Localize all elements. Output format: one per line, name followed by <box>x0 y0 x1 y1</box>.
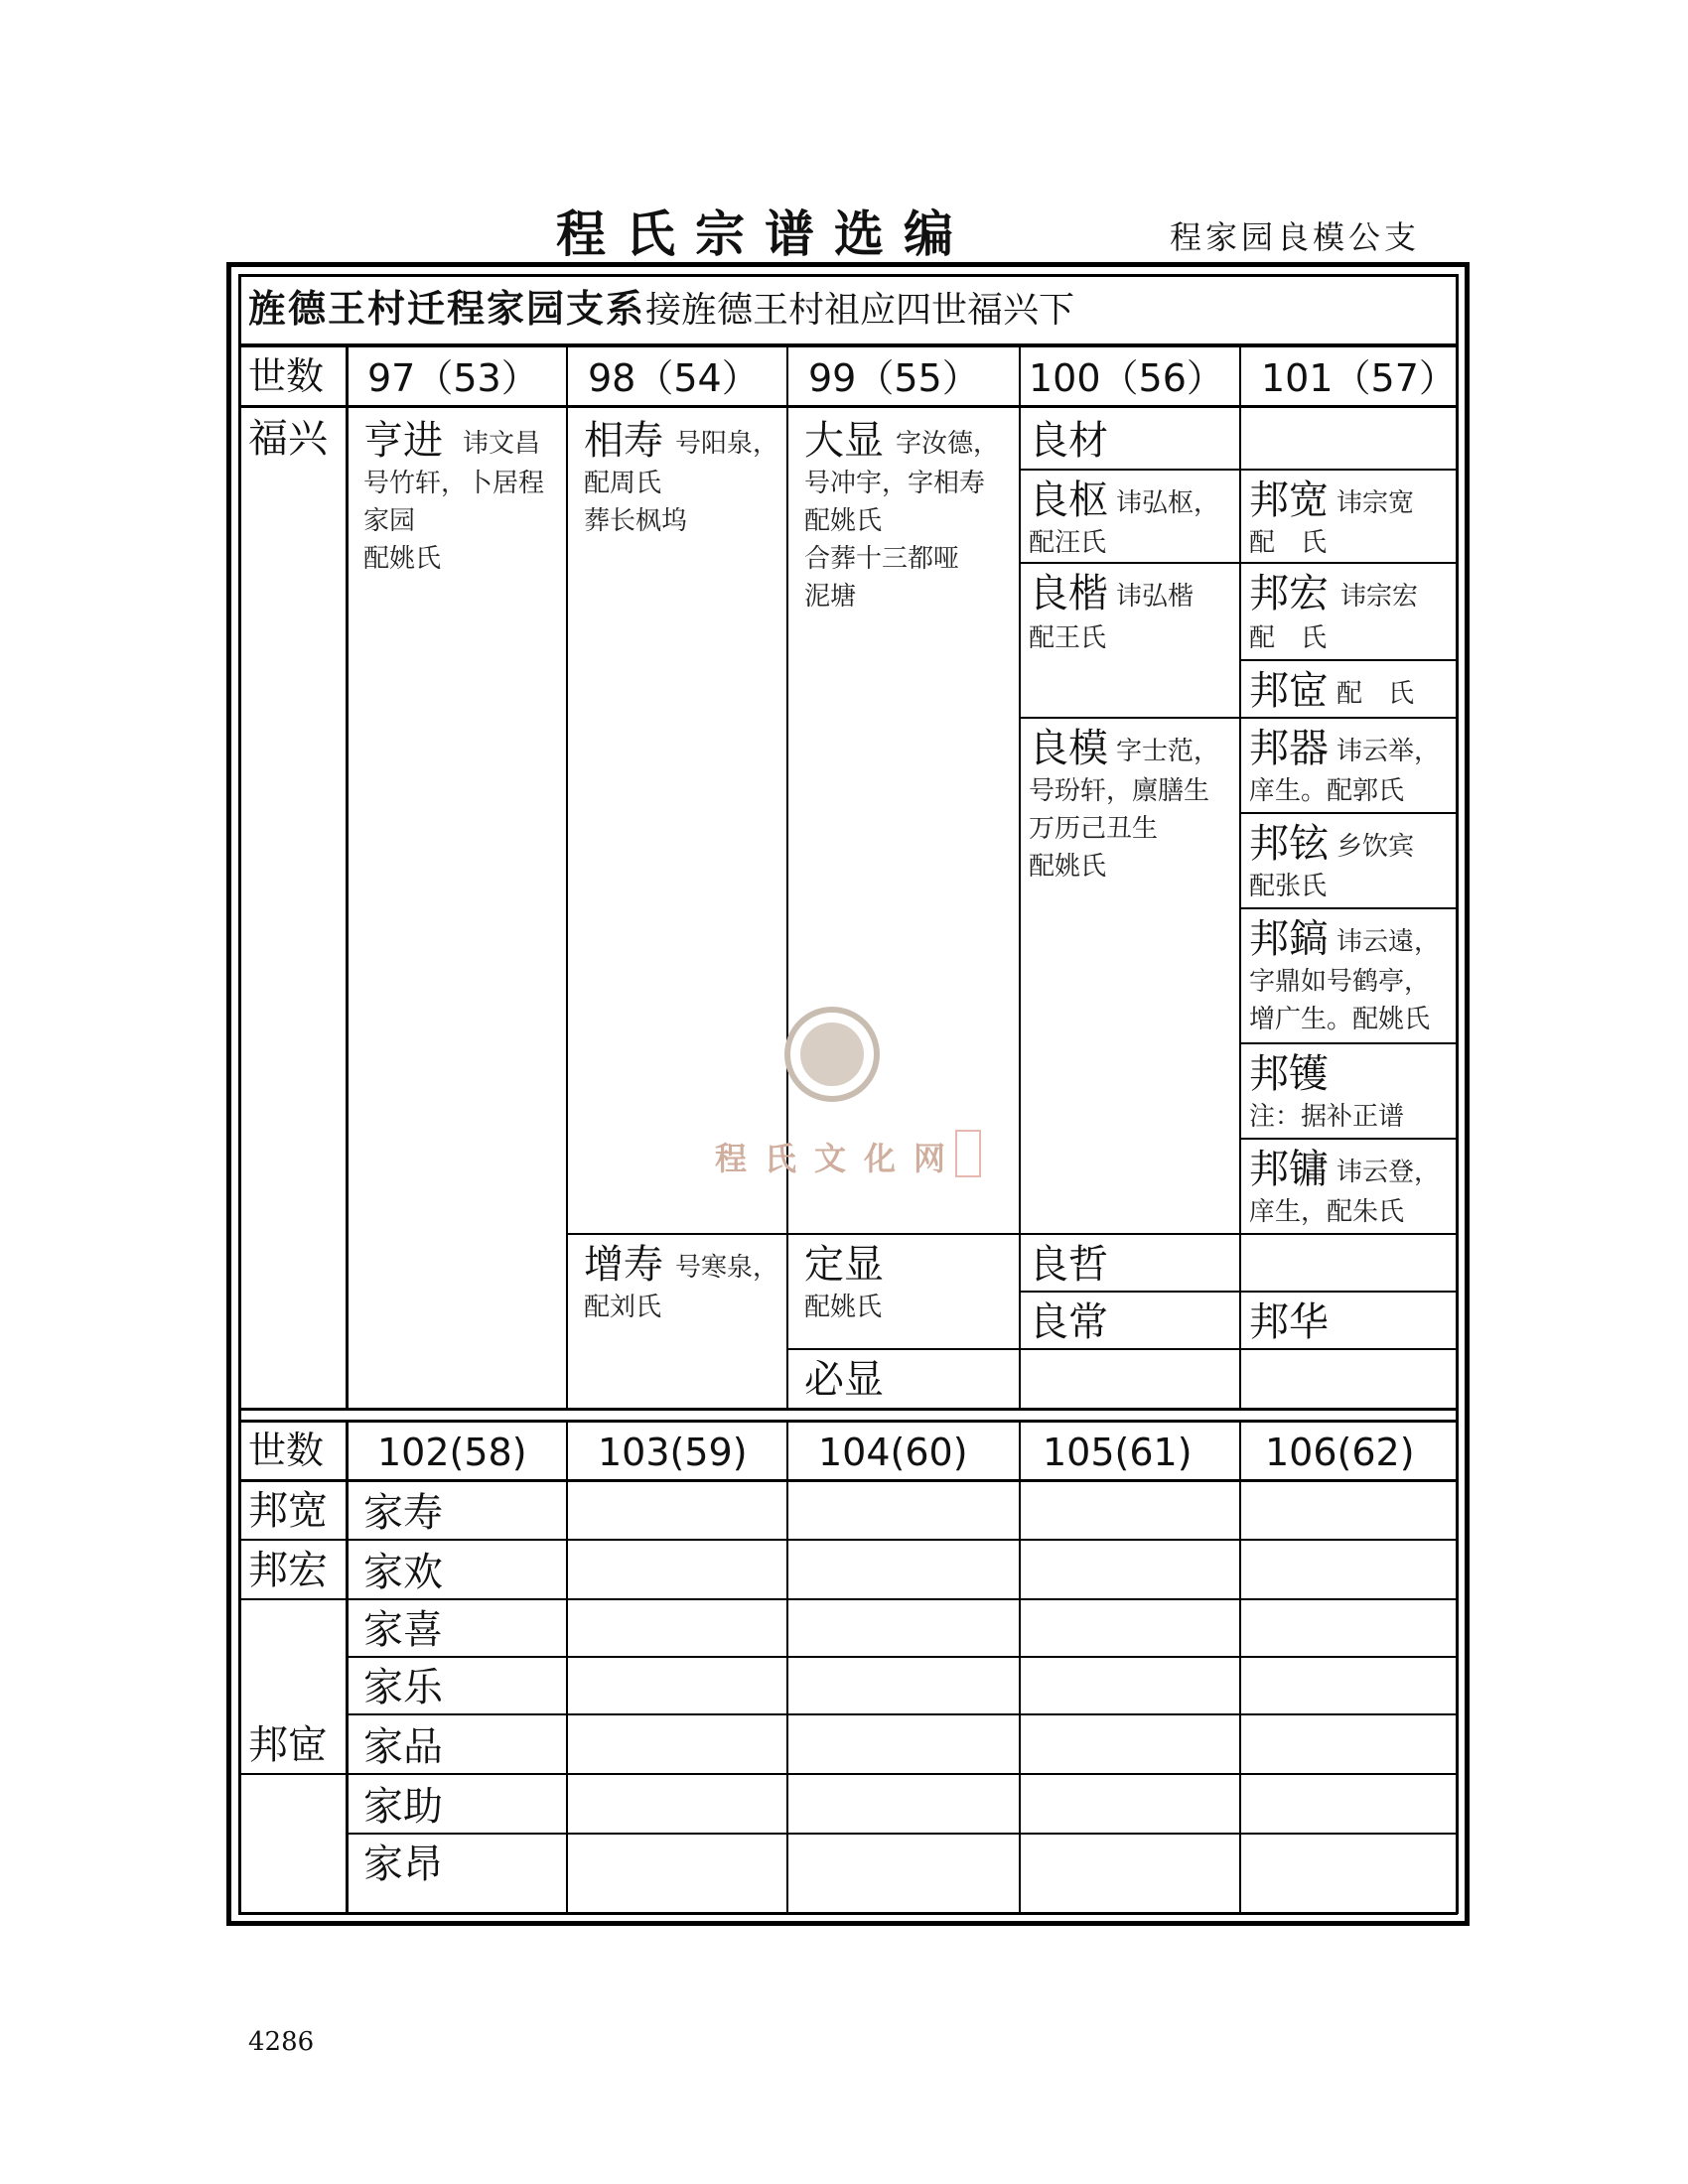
person-name: 良哲 <box>1029 1242 1108 1288</box>
person-note: 家园 <box>363 506 416 536</box>
person-name: 邦镬 <box>1249 1051 1329 1097</box>
divider <box>786 1420 788 1914</box>
divider <box>1239 812 1458 814</box>
person-name: 邦宽 <box>1249 478 1329 523</box>
divider <box>238 1479 1458 1482</box>
gen-header: 101（57） <box>1261 356 1457 400</box>
person-name: 定显 <box>804 1242 884 1288</box>
person-note: 葬长枫坞 <box>584 506 688 536</box>
person-note: 配王氏 <box>1029 623 1107 653</box>
person-name: 良材 <box>1029 418 1108 464</box>
person-note: 泥塘 <box>804 582 857 612</box>
child-name: 家品 <box>363 1724 443 1770</box>
person-note: 配姚氏 <box>804 1293 883 1322</box>
person-name: 邦宏 <box>1249 571 1329 616</box>
gen-header: 100（56） <box>1029 356 1224 400</box>
divider <box>1019 717 1458 719</box>
divider <box>1239 1138 1458 1140</box>
person-name: 良枢 <box>1029 478 1108 523</box>
person-note: 讳云遠， <box>1336 927 1441 957</box>
divider <box>1019 343 1021 1410</box>
divider <box>1239 659 1458 661</box>
divider <box>238 1539 1458 1541</box>
divider <box>238 343 1458 347</box>
person-name: 邦铉 <box>1249 821 1329 867</box>
gen-header: 99（55） <box>808 356 980 400</box>
person-note: 配姚氏 <box>363 544 442 574</box>
person-note: 号冲宇，字相寿 <box>804 469 986 498</box>
person-name: 必显 <box>804 1357 884 1403</box>
divider <box>1019 1420 1021 1914</box>
person-note: 配张氏 <box>1249 872 1328 901</box>
divider <box>238 274 1458 277</box>
divider <box>346 1833 1458 1835</box>
divider <box>1019 1291 1458 1293</box>
gen-header: 104(60) <box>818 1431 968 1474</box>
person-note: 号寒泉， <box>675 1253 779 1283</box>
person-note: 庠生，配朱氏 <box>1249 1197 1405 1227</box>
section-title-bold: 旌德王村迁程家园支系 <box>248 286 646 331</box>
person-name: 邦宧 <box>1249 668 1329 714</box>
person-note: 增广生。配姚氏 <box>1249 1005 1431 1034</box>
divider <box>1239 1420 1241 1914</box>
person-note: 讳云举， <box>1336 737 1441 766</box>
person-note: 配 氏 <box>1336 679 1415 709</box>
person-note: 字汝德， <box>896 429 1000 459</box>
person-name: 邦镛 <box>1249 1147 1329 1192</box>
divider <box>346 1420 349 1914</box>
divider <box>786 1348 1458 1350</box>
divider <box>238 405 1458 408</box>
watermark-text: 程氏文化网 <box>715 1140 964 1177</box>
person-note: 合葬十三都哑 <box>804 544 960 574</box>
person-note: 讳弘楷 <box>1116 582 1195 612</box>
divider <box>1019 469 1458 471</box>
child-name: 家助 <box>363 1784 443 1830</box>
person-note: 讳云登， <box>1336 1158 1441 1187</box>
divider <box>238 1773 1458 1775</box>
gen-header: 97（53） <box>367 356 539 400</box>
divider <box>786 343 788 1410</box>
child-name: 家乐 <box>363 1665 443 1710</box>
person-note: 乡饮宾 <box>1336 832 1415 862</box>
divider <box>1456 274 1459 1914</box>
person-note: 号阳泉， <box>675 429 779 459</box>
gen-label: 世数 <box>248 354 325 398</box>
branch-title: 程家园良模公支 <box>1170 218 1421 256</box>
person-note: 号玢轩，廪膳生 <box>1029 776 1210 806</box>
person-name: 邦鎬 <box>1249 916 1329 962</box>
person-note: 配姚氏 <box>804 506 883 536</box>
person-note: 字士范， <box>1116 737 1220 766</box>
person-name: 邦器 <box>1249 726 1329 771</box>
person-name: 相寿 <box>584 418 663 464</box>
person-note: 配姚氏 <box>1029 852 1107 882</box>
person-note: 配刘氏 <box>584 1293 662 1322</box>
person-name: 良常 <box>1029 1299 1108 1345</box>
child-name: 家昂 <box>363 1842 443 1887</box>
divider <box>1239 1042 1458 1044</box>
child-name: 家欢 <box>363 1550 443 1595</box>
person-note: 万历己丑生 <box>1029 814 1159 844</box>
divider <box>238 1598 1458 1600</box>
gen-label: 世数 <box>248 1429 325 1472</box>
watermark-stamp <box>955 1130 981 1177</box>
person-note: 注：据补正谱 <box>1249 1102 1405 1132</box>
person-note: 讳宗宽 <box>1336 488 1415 518</box>
person-note: 配 氏 <box>1249 623 1328 653</box>
person-name: 大显 <box>804 418 884 464</box>
person-note: 号竹轩，卜居程 <box>363 469 545 498</box>
person-note: 字鼎如号鹤亭， <box>1249 967 1431 997</box>
person-note: 讳弘枢， <box>1116 488 1220 518</box>
section-title <box>248 286 1075 331</box>
divider <box>566 343 568 1410</box>
seal-inner <box>800 1023 864 1086</box>
divider <box>566 1233 1458 1235</box>
page-number: 4286 <box>248 2027 315 2057</box>
person-note: 讳文昌 <box>463 429 541 459</box>
divider <box>346 343 349 1410</box>
person-note: 讳宗宏 <box>1340 582 1419 612</box>
divider <box>346 1656 1458 1658</box>
divider <box>566 1420 568 1914</box>
root-ancestor: 福兴 <box>248 416 328 462</box>
person-name: 邦华 <box>1249 1299 1329 1345</box>
person-name: 良模 <box>1029 726 1108 771</box>
divider <box>238 1420 1458 1423</box>
parent-name: 邦宧 <box>248 1722 328 1768</box>
gen-header: 98（54） <box>588 356 760 400</box>
divider <box>1239 343 1241 1410</box>
person-name: 增寿 <box>584 1242 663 1288</box>
divider <box>238 1912 1458 1915</box>
person-note: 配汪氏 <box>1029 528 1107 558</box>
gen-header: 103(59) <box>598 1431 748 1474</box>
parent-name: 邦宏 <box>248 1548 328 1593</box>
gen-header: 106(62) <box>1265 1431 1415 1474</box>
person-name: 亨进 <box>363 418 443 464</box>
divider <box>346 1713 1458 1715</box>
gen-header: 105(61) <box>1043 1431 1193 1474</box>
person-note: 庠生。配郭氏 <box>1249 776 1405 806</box>
person-note: 配 氏 <box>1249 528 1328 558</box>
gen-header: 102(58) <box>377 1431 527 1474</box>
person-note: 配周氏 <box>584 469 662 498</box>
child-name: 家喜 <box>363 1607 443 1653</box>
section-title-rest: 接旌德王村祖应四世福兴下 <box>645 290 1075 331</box>
page-title: 程氏宗谱选编 <box>556 205 973 263</box>
child-name: 家寿 <box>363 1490 443 1536</box>
divider <box>1239 907 1458 909</box>
parent-name: 邦宽 <box>248 1488 328 1534</box>
divider <box>238 274 241 1914</box>
divider <box>238 1408 1458 1411</box>
person-name: 良楷 <box>1029 571 1108 616</box>
